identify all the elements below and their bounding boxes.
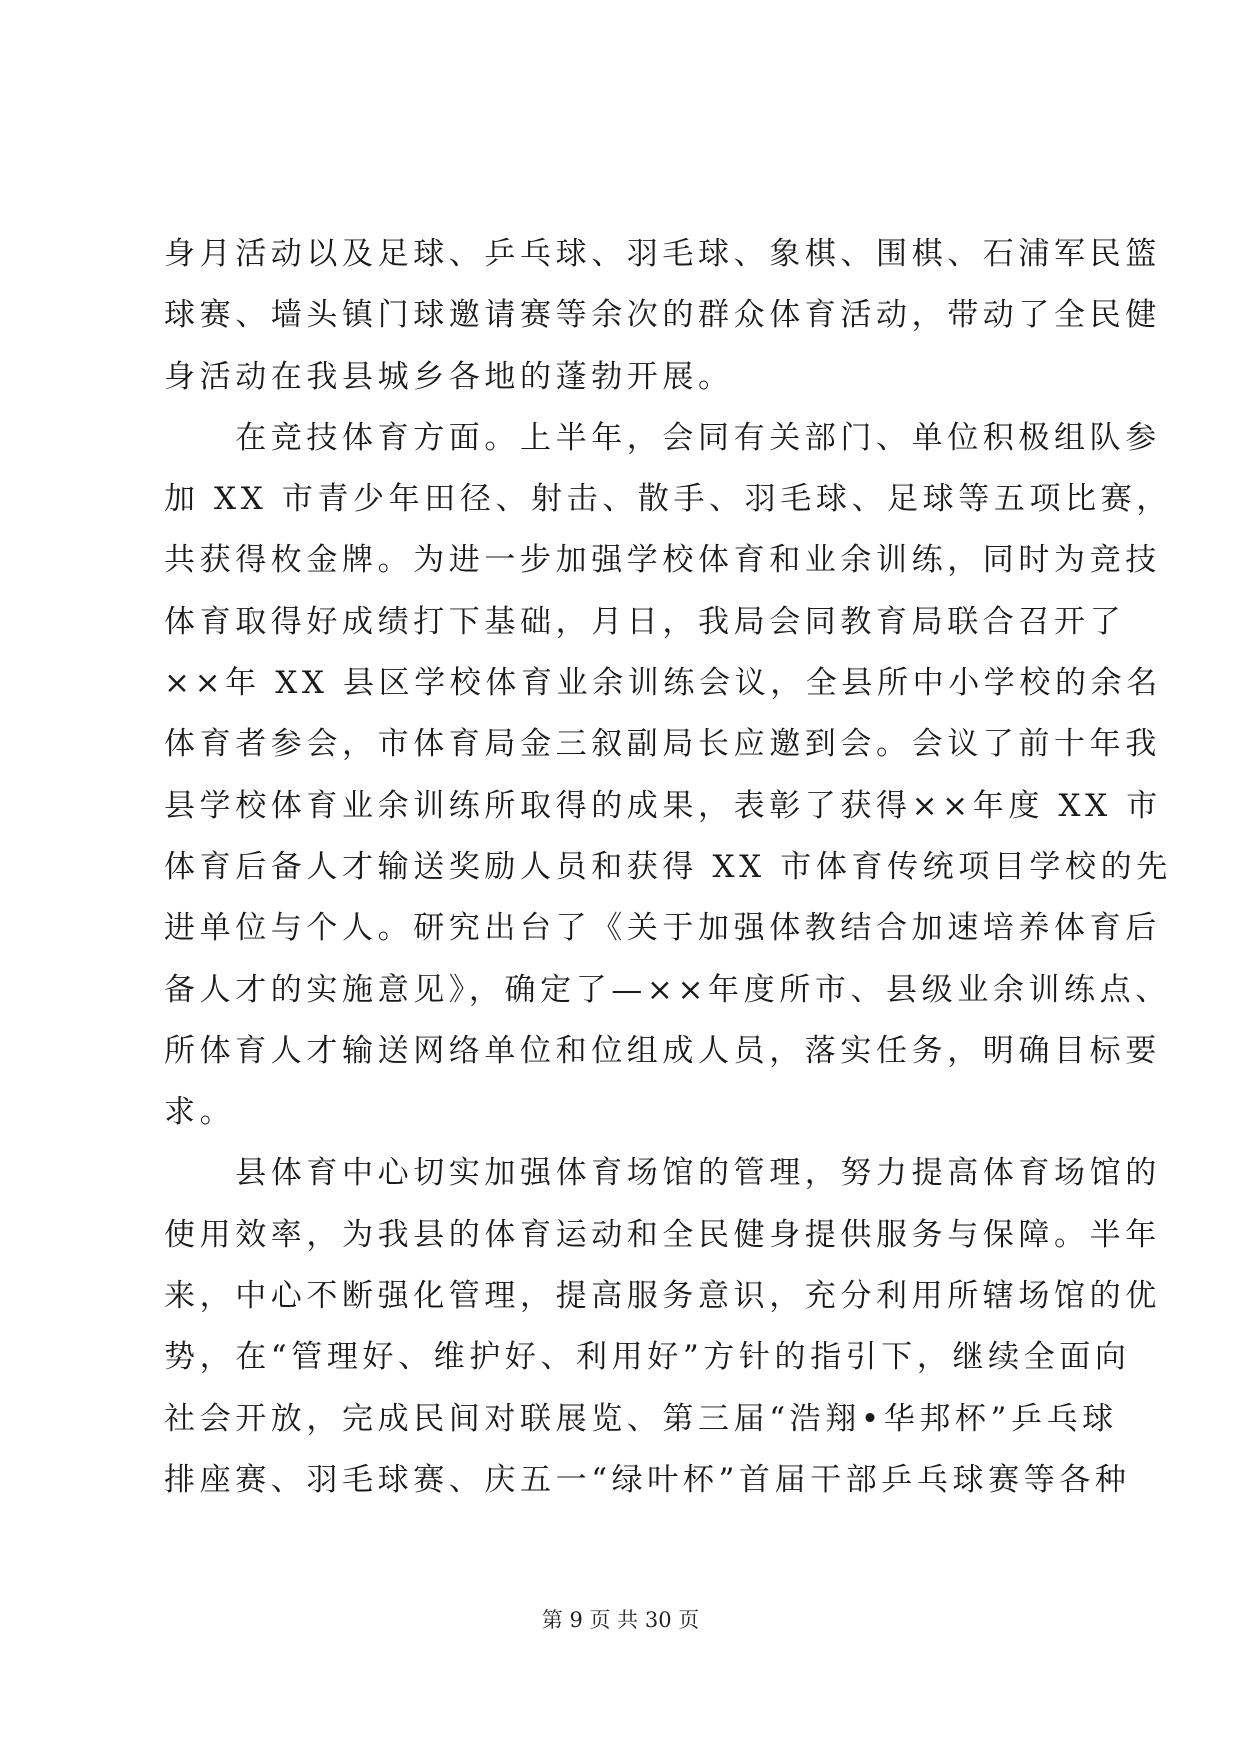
text-line: 加 XX 市青少年田径、射击、散手、羽毛球、足球等五项比赛， [164,481,1172,518]
text-line: ××年 XX 县区学校体育业余训练会议，全县所中小学校的余名 [164,665,1162,702]
text-line: 体育后备人才输送奖励人员和获得 XX 市体育传统项目学校的先 [164,848,1172,885]
text-line: 共获得枚金牌。为进一步加强学校体育和业余训练，同时为竞技 [164,542,1161,579]
text-line: 社会开放，完成民间对联展览、第三届“浩翔•华邦杯”乒乓球 [164,1400,1118,1437]
text-line: 求。 [164,1094,236,1131]
body-text [164,224,1172,1511]
text-line: 体育者参会，市体育局金三叙副局长应邀到会。会议了前十年我 [164,726,1161,763]
text-line: 来，中心不断强化管理，提高服务意识，充分利用所辖场馆的优 [164,1278,1161,1315]
text-line: 县学校体育业余训练所取得的成果，表彰了获得××年度 XX 市 [164,787,1162,824]
text-line: 体育取得好成绩打下基础，月日，我局会同教育局联合召开了 [164,603,1126,640]
text-line: 势，在“管理好、维护好、利用好”方针的指引下，继续全面向 [164,1339,1131,1376]
text-line: 备人才的实施意见》，确定了—××年度所市、县级业余训练点、 [164,971,1171,1008]
text-line: 身月活动以及足球、乒乓球、羽毛球、象棋、围棋、石浦军民篮 [164,236,1161,272]
text-line: 县体育中心切实加强体育场馆的管理，努力提高体育场馆的 [164,1155,1161,1192]
text-line: 在竞技体育方面。上半年，会同有关部门、单位积极组队参 [164,419,1161,456]
text-line: 进单位与个人。研究出台了《关于加强体教结合加速培养体育后 [164,910,1161,947]
text-line: 排座赛、羽毛球赛、庆五一“绿叶杯”首届干部乒乓球赛等各种 [164,1461,1131,1498]
text-line: 所体育人才输送网络单位和位组成人员，落实任务，明确目标要 [164,1032,1161,1069]
text-line: 使用效率，为我县的体育运动和全民健身提供服务与保障。半年 [164,1216,1161,1253]
text-line: 球赛、墙头镇门球邀请赛等余次的群众体育活动，带动了全民健 [164,297,1161,334]
page-footer: 第 9 页 共 30 页 [541,1608,700,1632]
text-line: 身活动在我县城乡各地的蓬勃开展。 [164,358,734,395]
